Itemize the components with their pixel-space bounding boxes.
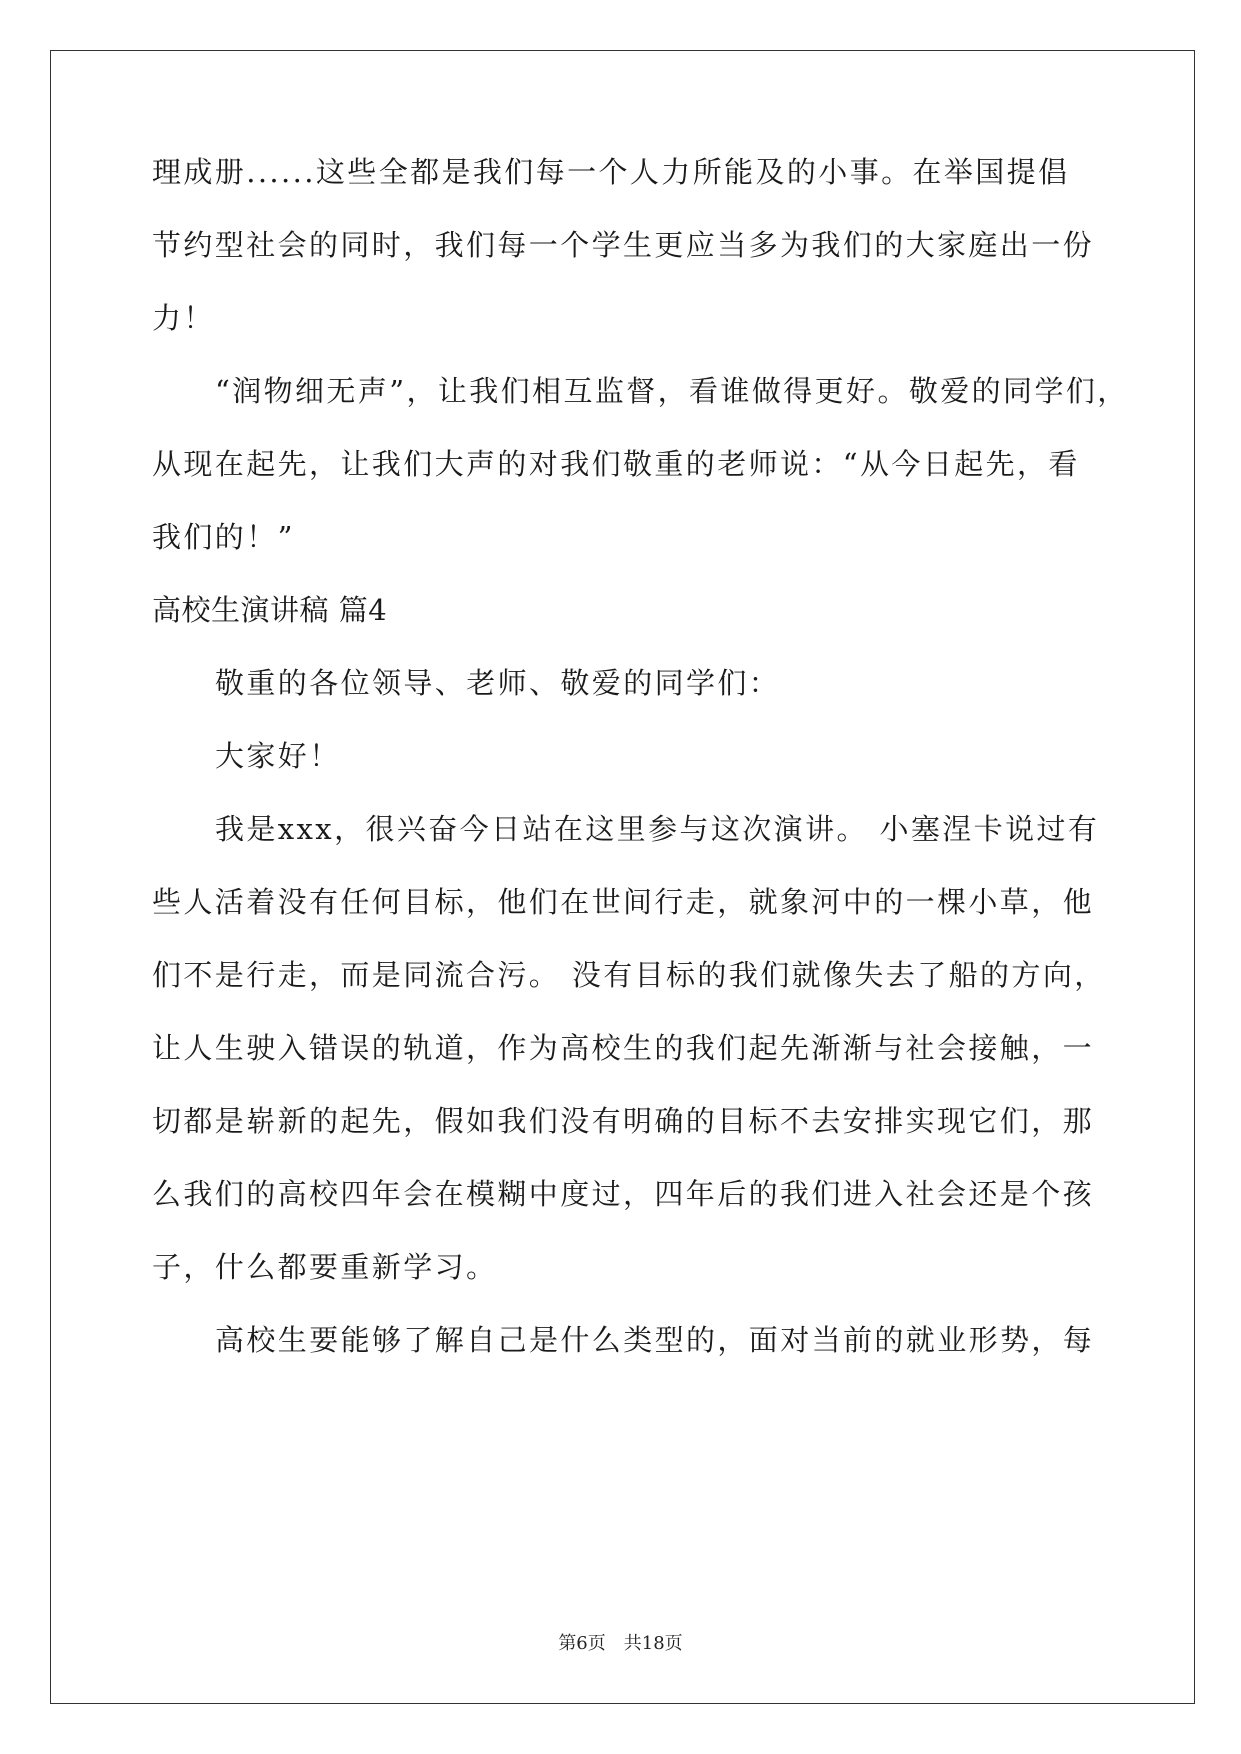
- page-total: 共18页: [623, 1633, 683, 1654]
- paragraph-line: 切都是崭新的起先，假如我们没有明确的目标不去安排实现它们，那: [152, 1104, 1095, 1138]
- paragraph-line: 力！: [152, 301, 215, 335]
- paragraph-line: 子，什么都要重新学习。: [152, 1250, 498, 1284]
- paragraph-line: 从现在起先，让我们大声的对我们敬重的老师说：“从今日起先，看: [152, 447, 1080, 481]
- paragraph-line: “润物细无声”，让我们相互监督，看谁做得更好。敬爱的同学们，: [215, 374, 1129, 408]
- paragraph-line: 节约型社会的同时，我们每一个学生更应当多为我们的大家庭出一份: [152, 228, 1095, 262]
- section-heading: 高校生演讲稿 篇4: [152, 593, 388, 627]
- page-border: [50, 50, 1195, 1704]
- paragraph-line: 我是xxx，很兴奋今日站在这里参与这次演讲。 小塞涅卡说过有: [215, 812, 1100, 846]
- paragraph-line: 么我们的高校四年会在模糊中度过，四年后的我们进入社会还是个孩: [152, 1177, 1095, 1211]
- greeting-line: 大家好！: [215, 739, 341, 773]
- page-number: 第6页: [558, 1633, 606, 1654]
- page-footer: [0, 1629, 1241, 1655]
- paragraph-line: 些人活着没有任何目标，他们在世间行走，就象河中的一棵小草，他: [152, 885, 1095, 919]
- paragraph-line: 高校生要能够了解自己是什么类型的，面对当前的就业形势，每: [215, 1323, 1095, 1357]
- paragraph-line: 理成册......这些全都是我们每一个人力所能及的小事。在举国提倡: [152, 155, 1070, 189]
- salutation-line: 敬重的各位领导、老师、敬爱的同学们：: [215, 666, 781, 700]
- paragraph-line: 我们的！”: [152, 520, 295, 554]
- paragraph-line: 们不是行走，而是同流合污。 没有目标的我们就像失去了船的方向，: [152, 958, 1106, 992]
- paragraph-line: 让人生驶入错误的轨道，作为高校生的我们起先渐渐与社会接触，一: [152, 1031, 1095, 1065]
